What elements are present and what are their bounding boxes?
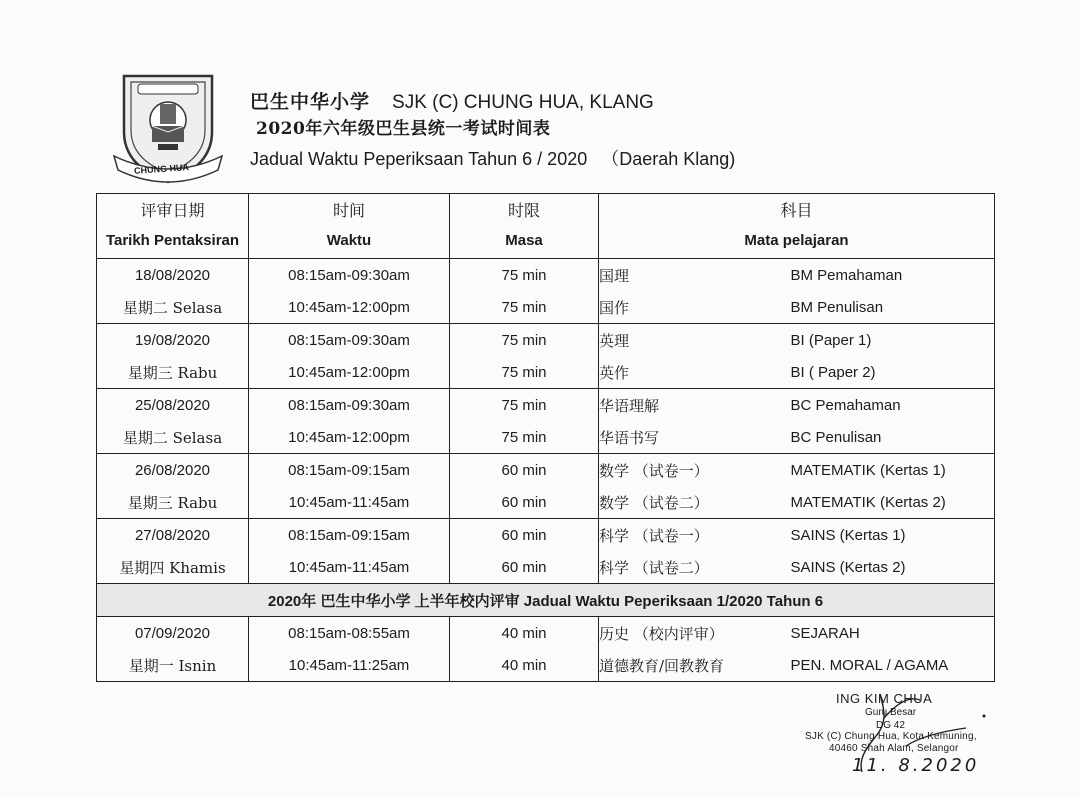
exam-time: 08:15am-09:30am — [249, 324, 450, 357]
header-duration — [450, 194, 599, 259]
exam-duration: 40 min — [450, 617, 599, 650]
principal-title: Guru Besar — [865, 707, 917, 718]
exam-date: 18/08/2020 — [97, 259, 249, 292]
header-subject-cn: 科目 — [780, 201, 813, 220]
title-ms-text: Jadual Waktu Peperiksaan Tahun 6 / 2020 — [250, 149, 588, 169]
header-subject — [599, 194, 995, 259]
exam-duration: 60 min — [450, 454, 599, 487]
subject-ms: BC Pemahaman — [791, 389, 995, 422]
exam-day: 星期二 Selasa — [97, 291, 249, 324]
exam-day-group — [97, 259, 995, 324]
section-banner: 2020年 巴生中华小学 上半年校内评审 Jadual Waktu Peperiksaan 1/2020 Tahun 6 — [97, 584, 995, 617]
subject-cn: 数学 （试卷一） — [599, 454, 791, 487]
subject-cn: 科学 （试卷二） — [599, 551, 791, 584]
school-address-line2: 40460 Shah Alam, Selangor — [829, 743, 959, 754]
district-label: （Daerah Klang) — [601, 149, 736, 169]
table-row — [97, 324, 995, 357]
subject-cn: 国作 — [599, 291, 791, 324]
subject-cn: 英作 — [599, 356, 791, 389]
header-duration-ms: Masa — [505, 232, 543, 249]
subject-ms: SEJARAH — [791, 617, 995, 650]
subject-ms: SAINS (Kertas 2) — [791, 551, 995, 584]
exam-duration: 60 min — [450, 519, 599, 552]
table-row — [97, 454, 995, 487]
subject-ms: MATEMATIK (Kertas 2) — [791, 486, 995, 519]
crest-ribbon: CHUNG HUA — [133, 162, 190, 176]
exam-duration: 75 min — [450, 291, 599, 324]
table-row — [97, 519, 995, 552]
title-cn: 2020年六年级巴生县统一考试时间表 — [256, 119, 551, 139]
table-row — [97, 486, 995, 519]
header-time — [249, 194, 450, 259]
school-name — [250, 93, 654, 112]
school-address-line1: SJK (C) Chung Hua, Kota Kemuning, — [805, 731, 977, 742]
subject-cn: 道德教育/回教教育 — [599, 649, 791, 682]
exam-day-group — [97, 389, 995, 454]
exam-day-group — [97, 519, 995, 584]
subject-ms: PEN. MORAL / AGAMA — [791, 649, 995, 682]
exam-time: 10:45am-11:45am — [249, 486, 450, 519]
table-row — [97, 291, 995, 324]
subject-ms: BM Pemahaman — [791, 259, 995, 292]
table-row — [97, 356, 995, 389]
subject-cn: 科学 （试卷一） — [599, 519, 791, 552]
header-date — [97, 194, 249, 259]
table-row — [97, 649, 995, 682]
subject-ms: SAINS (Kertas 1) — [791, 519, 995, 552]
exam-duration: 75 min — [450, 389, 599, 422]
signed-date: 11. 8.2020 — [852, 755, 980, 776]
header-subject-ms: Mata pelajaran — [744, 232, 849, 249]
exam-duration: 75 min — [450, 356, 599, 389]
exam-day: 星期三 Rabu — [97, 356, 249, 389]
table-header-row — [97, 194, 995, 259]
table-row — [97, 421, 995, 454]
exam-day: 星期四 Khamis — [97, 551, 249, 584]
principal-grade: DG 42 — [876, 720, 905, 731]
exam-duration: 60 min — [450, 551, 599, 584]
table-row — [97, 617, 995, 650]
subject-cn: 英理 — [599, 324, 791, 357]
exam-duration: 75 min — [450, 421, 599, 454]
exam-day: 星期三 Rabu — [97, 486, 249, 519]
exam-duration: 60 min — [450, 486, 599, 519]
subject-cn: 历史 （校内评审） — [599, 617, 791, 650]
exam-duration: 40 min — [450, 649, 599, 682]
exam-date: 26/08/2020 — [97, 454, 249, 487]
header-duration-cn: 时限 — [507, 201, 540, 220]
table-row — [97, 259, 995, 292]
principal-name: ING KIM CHUA — [836, 691, 933, 706]
exam-date: 27/08/2020 — [97, 519, 249, 552]
exam-time: 10:45am-12:00pm — [249, 356, 450, 389]
subject-ms: BC Penulisan — [791, 421, 995, 454]
subject-ms: MATEMATIK (Kertas 1) — [791, 454, 995, 487]
exam-duration: 75 min — [450, 324, 599, 357]
exam-time: 08:15am-09:30am — [249, 259, 450, 292]
exam-time: 08:15am-09:15am — [249, 519, 450, 552]
exam-time: 08:15am-09:15am — [249, 454, 450, 487]
exam-date: 19/08/2020 — [97, 324, 249, 357]
title-ms — [250, 150, 735, 168]
exam-date: 07/09/2020 — [97, 617, 249, 650]
header-date-cn: 评审日期 — [140, 201, 205, 220]
subject-cn: 数学 （试卷二） — [599, 486, 791, 519]
exam-time: 10:45am-12:00pm — [249, 421, 450, 454]
section-banner-row — [97, 584, 995, 617]
subject-cn: 国理 — [599, 259, 791, 292]
exam-day-group — [97, 454, 995, 519]
subject-cn: 华语书写 — [599, 421, 791, 454]
exam-timetable — [96, 193, 995, 682]
header-date-ms: Tarikh Pentaksiran — [105, 232, 240, 249]
subject-ms: BI (Paper 1) — [791, 324, 995, 357]
exam-time: 10:45am-11:45am — [249, 551, 450, 584]
exam-time: 08:15am-08:55am — [249, 617, 450, 650]
exam-time: 08:15am-09:30am — [249, 389, 450, 422]
table-row — [97, 389, 995, 422]
subject-cn: 华语理解 — [599, 389, 791, 422]
header-time-cn: 时间 — [332, 201, 365, 220]
exam-duration: 75 min — [450, 259, 599, 292]
school-name-en: SJK (C) CHUNG HUA, KLANG — [392, 92, 654, 113]
table-row — [97, 551, 995, 584]
exam-day: 星期一 Isnin — [97, 649, 249, 682]
exam-day-group — [97, 617, 995, 682]
exam-date: 25/08/2020 — [97, 389, 249, 422]
exam-time: 10:45am-11:25am — [249, 649, 450, 682]
subject-ms: BI ( Paper 2) — [791, 356, 995, 389]
exam-day: 星期二 Selasa — [97, 421, 249, 454]
exam-day-group — [97, 324, 995, 389]
school-name-cn: 巴生中华小学 — [250, 91, 371, 113]
subject-ms: BM Penulisan — [791, 291, 995, 324]
exam-time: 10:45am-12:00pm — [249, 291, 450, 324]
header-time-ms: Waktu — [326, 232, 372, 249]
